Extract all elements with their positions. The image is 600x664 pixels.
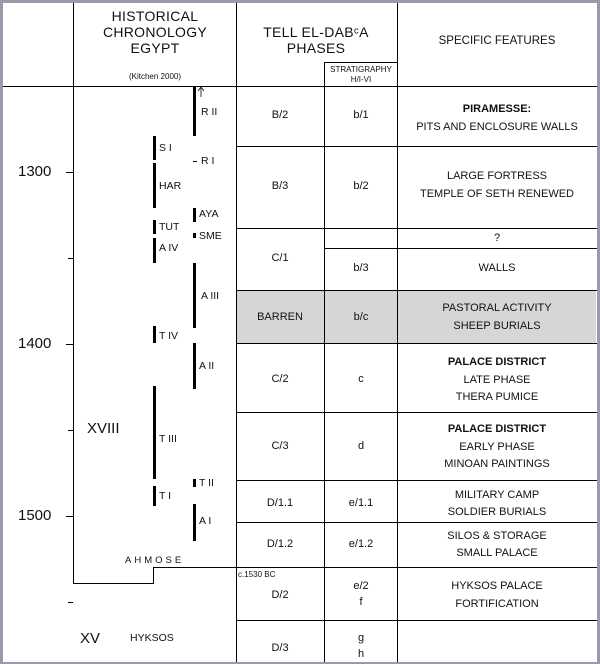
phase-cell: D/1.1 [266, 497, 294, 509]
ruler-bar-a2 [193, 343, 196, 389]
strat-cell: e/1.2 [348, 538, 374, 550]
feature-line: PALACE DISTRICT [447, 356, 547, 368]
feature-line: EARLY PHASE [459, 441, 535, 453]
phase-cell: D/1.2 [266, 538, 294, 550]
feature-line: SOLDIER BURIALS [447, 506, 547, 518]
ruler-label-a3: A III [201, 290, 220, 302]
feature-line: LATE PHASE [463, 374, 531, 386]
phase-cell: D/2 [271, 589, 289, 601]
phase-cell-barren: BARREN [257, 311, 303, 323]
phase-cell: D/3 [271, 642, 289, 654]
feature-line: SHEEP BURIALS [453, 320, 541, 332]
year-1400: 1400 [18, 335, 52, 352]
ruler-label-aya: AYA [199, 208, 219, 220]
ruler-label-a1: A I [199, 515, 212, 527]
strat-cell: e/1.1 [348, 497, 374, 509]
ruler-bar-aya [193, 208, 196, 222]
phases-title-line-2: PHASES [286, 40, 346, 56]
feature-line: MINOAN PAINTINGS [444, 458, 550, 470]
ruler-label-a4: A IV [159, 242, 179, 254]
feature-line: PITS AND ENCLOSURE WALLS [416, 121, 578, 133]
ahmose-label: AHMOSE [125, 555, 185, 566]
ruler-bar-t1 [153, 486, 156, 506]
year-1300: 1300 [18, 163, 52, 180]
ruler-label-t2: T II [199, 477, 214, 489]
ruler-bar-r2 [193, 87, 196, 136]
year-1500: 1500 [18, 507, 52, 524]
ruler-bar-tut [153, 220, 156, 234]
ruler-label-a2: A II [199, 360, 215, 372]
ruler-bar-sme [193, 233, 196, 238]
chronology-title-line-3: EGYPT [130, 40, 180, 56]
ruler-bar-t3 [153, 386, 156, 479]
ruler-bar-s1 [153, 136, 156, 160]
feature-line: PALACE DISTRICT [447, 423, 547, 435]
ruler-bar-t4 [153, 326, 156, 343]
feature-line: HYKSOS PALACE [451, 580, 543, 592]
stratigraphy-title-line-2: H/I-VI [350, 75, 372, 84]
dynasty-15-label: XV [80, 630, 101, 647]
ruler-bar-a1 [193, 504, 196, 541]
ruler-label-sme: SME [199, 230, 222, 242]
ruler-label-t4: T IV [159, 330, 179, 342]
feature-line: TEMPLE OF SETH RENEWED [419, 188, 575, 200]
ruler-label-har: HAR [159, 180, 182, 192]
feature-line: THERA PUMICE [455, 391, 539, 403]
feature-line: PIRAMESSE: [462, 103, 532, 115]
chronology-title-line-2: CHRONOLOGY [102, 24, 208, 40]
feature-line: FORTIFICATION [455, 598, 539, 610]
features-title: SPECIFIC FEATURES [438, 35, 556, 47]
feature-line: SILOS & STORAGE [447, 530, 547, 542]
chronology-title-line-1: HISTORICAL [111, 8, 199, 24]
phase-cell: C/2 [271, 373, 289, 385]
feature-line: MILITARY CAMP [454, 489, 540, 501]
strat-cell: b/3 [353, 262, 369, 274]
phases-title-line-1: TELL EL-DABᶜA [263, 24, 369, 40]
feature-line: SMALL PALACE [456, 547, 538, 559]
feature-line: LARGE FORTRESS [446, 170, 548, 182]
ruler-bar-a4 [153, 238, 156, 263]
stratigraphy-title-line-1: STRATIGRAPHY [330, 65, 392, 74]
ruler-bar-har [153, 163, 156, 208]
ruler-bar-a3 [193, 263, 196, 328]
strat-cell: b/2 [353, 180, 369, 192]
phase-cell: B/3 [271, 180, 289, 192]
ruler-label-r1: R I [201, 155, 215, 167]
dynasty-18-label: XVIII [87, 420, 120, 437]
ruler-label-r2: R II [201, 106, 218, 118]
ruler-bar-t2 [193, 479, 196, 487]
chronology-source: (Kitchen 2000) [128, 72, 182, 81]
feature-line: ? [493, 232, 501, 244]
hyksos-label: HYKSOS [130, 632, 174, 644]
phase-cell: C/3 [271, 440, 289, 452]
strat-cell: c [358, 373, 364, 385]
ruler-label-tut: TUT [159, 221, 180, 233]
feature-line: WALLS [478, 262, 516, 274]
strat-cell: e/2 [353, 580, 369, 592]
ruler-label-t1: T I [159, 490, 172, 502]
strat-cell: b/c [353, 311, 369, 323]
strat-cell: b/1 [353, 109, 369, 121]
strat-cell: h [357, 648, 365, 660]
ruler-label-t3: T III [159, 433, 177, 445]
strat-cell: f [359, 596, 363, 608]
strat-cell: g [357, 632, 365, 644]
phase-cell: C/1 [271, 252, 289, 264]
ruler-mark-r1 [193, 161, 197, 162]
feature-line: PASTORAL ACTIVITY [442, 302, 552, 314]
strat-cell: d [357, 440, 365, 452]
ruler-label-s1: S I [159, 142, 172, 154]
phase-cell: B/2 [271, 109, 289, 121]
ahmose-date: c.1530 BC [238, 570, 276, 579]
